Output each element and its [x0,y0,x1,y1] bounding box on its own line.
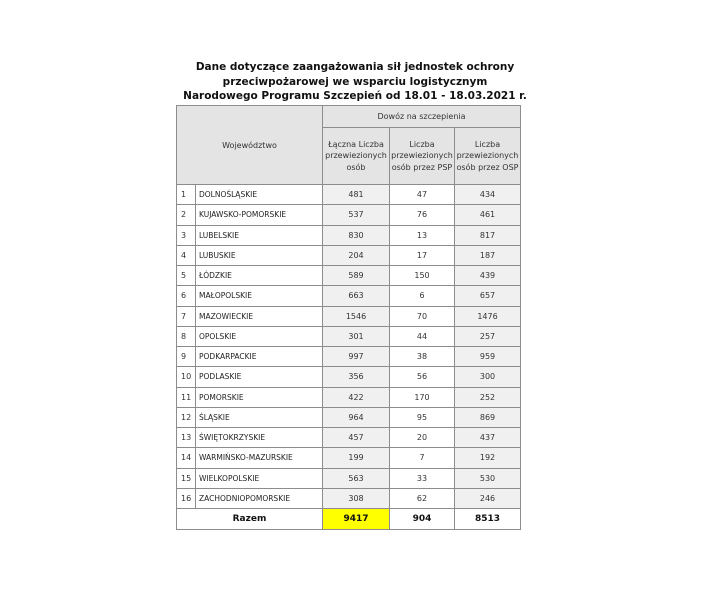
totals-psp-cell: 904 [390,509,455,530]
total-cell: 563 [323,468,390,488]
osp-cell: 300 [455,367,521,387]
header-group-dowoz: Dowóz na szczepienia [323,106,521,128]
row-number: 16 [177,488,196,508]
data-table [176,105,521,530]
total-cell: 997 [323,347,390,367]
header-total-column: Łączna Liczba przewiezionych osób [323,128,390,185]
row-number: 13 [177,428,196,448]
psp-cell: 7 [390,448,455,468]
header-osp-column: Liczba przewiezionych osób przez OSP [455,128,521,185]
totals-row [177,509,521,530]
psp-cell: 13 [390,225,455,245]
table-row [177,225,521,245]
row-number: 11 [177,387,196,407]
psp-cell: 70 [390,306,455,326]
table-row [177,428,521,448]
voivodeship-name: LUBELSKIE [196,225,323,245]
row-number: 1 [177,185,196,205]
table-body [177,185,521,509]
table-row [177,488,521,508]
total-cell: 964 [323,407,390,427]
table-row [177,326,521,346]
row-number: 15 [177,468,196,488]
osp-cell: 817 [455,225,521,245]
table-row [177,306,521,326]
total-cell: 301 [323,326,390,346]
voivodeship-name: WIELKOPOLSKIE [196,468,323,488]
voivodeship-name: MAZOWIECKIE [196,306,323,326]
voivodeship-name: ŁÓDZKIE [196,266,323,286]
total-cell: 537 [323,205,390,225]
psp-cell: 6 [390,286,455,306]
osp-cell: 192 [455,448,521,468]
osp-cell: 1476 [455,306,521,326]
table-row [177,387,521,407]
title-line-2: przeciwpożarowej we wsparciu logistycznym [222,75,488,88]
table-row [177,266,521,286]
voivodeship-name: MAŁOPOLSKIE [196,286,323,306]
row-number: 9 [177,347,196,367]
osp-cell: 257 [455,326,521,346]
total-cell: 204 [323,245,390,265]
voivodeship-name: ŚWIĘTOKRZYSKIE [196,428,323,448]
psp-cell: 95 [390,407,455,427]
total-cell: 663 [323,286,390,306]
psp-cell: 47 [390,185,455,205]
totals-total-cell: 9417 [323,509,390,530]
table-row [177,468,521,488]
table-row [177,367,521,387]
psp-cell: 150 [390,266,455,286]
total-cell: 422 [323,387,390,407]
total-cell: 1546 [323,306,390,326]
osp-cell: 252 [455,387,521,407]
table-row [177,286,521,306]
row-number: 6 [177,286,196,306]
osp-cell: 439 [455,266,521,286]
psp-cell: 44 [390,326,455,346]
document-title [180,60,530,104]
row-number: 10 [177,367,196,387]
total-cell: 830 [323,225,390,245]
total-cell: 589 [323,266,390,286]
osp-cell: 187 [455,245,521,265]
osp-cell: 434 [455,185,521,205]
osp-cell: 530 [455,468,521,488]
title-line-1: Dane dotyczące zaangażowania sił jednostek ochrony [195,61,515,73]
voivodeship-name: ZACHODNIOPOMORSKIE [196,488,323,508]
table-row [177,407,521,427]
voivodeship-name: PODLASKIE [196,367,323,387]
voivodeship-name: KUJAWSKO-POMORSKIE [196,205,323,225]
totals-osp-cell: 8513 [455,509,521,530]
psp-cell: 20 [390,428,455,448]
row-number: 3 [177,225,196,245]
total-cell: 457 [323,428,390,448]
total-cell: 308 [323,488,390,508]
osp-cell: 461 [455,205,521,225]
psp-cell: 170 [390,387,455,407]
table-row [177,245,521,265]
osp-cell: 657 [455,286,521,306]
psp-cell: 76 [390,205,455,225]
table-row [177,448,521,468]
total-cell: 199 [323,448,390,468]
osp-cell: 246 [455,488,521,508]
row-number: 4 [177,245,196,265]
total-cell: 356 [323,367,390,387]
voivodeship-name: LUBUSKIE [196,245,323,265]
voivodeship-name: POMORSKIE [196,387,323,407]
osp-cell: 437 [455,428,521,448]
row-number: 5 [177,266,196,286]
table-row [177,205,521,225]
voivodeship-name: PODKARPACKIE [196,347,323,367]
totals-label: Razem [177,509,323,530]
psp-cell: 33 [390,468,455,488]
psp-cell: 56 [390,367,455,387]
table-row [177,185,521,205]
total-cell: 481 [323,185,390,205]
row-number: 2 [177,205,196,225]
row-number: 7 [177,306,196,326]
header-psp-column: Liczba przewiezionych osób przez PSP [390,128,455,185]
row-number: 12 [177,407,196,427]
voivodeship-name: OPOLSKIE [196,326,323,346]
voivodeship-name: DOLNOŚLĄSKIE [196,185,323,205]
row-number: 8 [177,326,196,346]
title-line-3: Narodowego Programu Szczepień od 18.01 - 18.03.2021 r. [183,90,527,102]
voivodeship-name: WARMIŃSKO-MAZURSKIE [196,448,323,468]
osp-cell: 869 [455,407,521,427]
osp-cell: 959 [455,347,521,367]
voivodeship-name: ŚLĄSKIE [196,407,323,427]
psp-cell: 17 [390,245,455,265]
row-number: 14 [177,448,196,468]
psp-cell: 62 [390,488,455,508]
header-wojewodztwo: Województwo [177,106,323,185]
table-row [177,347,521,367]
psp-cell: 38 [390,347,455,367]
